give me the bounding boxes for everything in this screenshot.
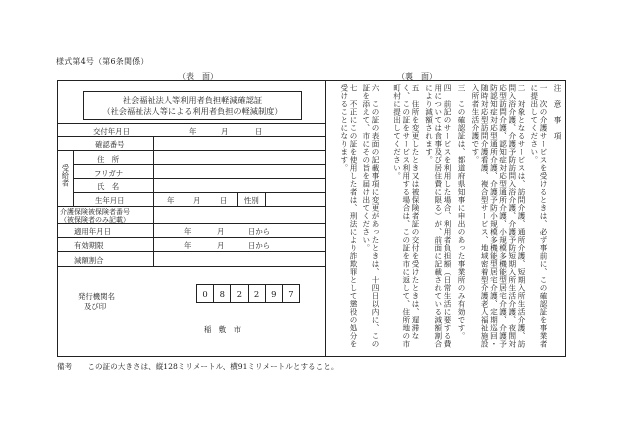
issuer-code-boxes [196,284,300,303]
sex-label: 性別 [244,196,259,205]
note-item-1: 一 次の介護サービスを受けるときは、必ず事前に、この確認証を事業者に提出してください。 [529,84,548,348]
insured-number-label: 介護保険被保険者番号 [60,208,130,216]
valid-period-month: 月 [217,241,225,250]
issuer-name-label: 発行機関名 [78,292,115,301]
name-label: 氏 名 [97,182,120,191]
issuer-code-digit: 0 [197,285,214,302]
title-line-1: 社会福祉法人等利用者負担軽減確認証 [122,95,263,105]
issuer-code-digit: 2 [231,285,248,302]
row-line [73,192,325,193]
title-line-2: （社会福祉法人等による利用者負担の軽減制度） [102,106,283,116]
valid-period-suffix: 日から [248,241,271,250]
issuer-seal-label: 及び印 [84,302,107,311]
issue-date-label: 交付年月日 [93,127,130,136]
note-item-3: 三 この確認証は、都道府県知事に申出のあった事業所のみ有効です。 [457,84,466,340]
issue-date-month: 月 [221,127,229,136]
furigana-label: フリガナ [94,169,124,178]
back-side-label: （裏 面） [397,72,437,81]
reduction-rate-label: 減額割合 [74,256,104,265]
front-side-table [57,80,325,357]
recipient-group-label: 受給者 [61,164,70,187]
sex-column-line [265,192,266,206]
issuer-code-digit: 8 [214,285,231,302]
sex-column-line [237,192,238,206]
insured-number-note: （被保険者のみ記載） [60,216,130,224]
issue-date-day: 日 [255,127,263,136]
row-line [57,237,325,238]
issue-date-year: 年 [189,127,197,136]
birth-day-unit: 日 [220,196,228,205]
row-line [57,150,325,151]
note-item-4: 四 前記のサービスを利用した場合、利用者負担額（日常生活に要する費用については食事及び居住費に限る）が、前面に記載されている減額割合により減額されます。 [424,84,452,348]
row-line [57,251,325,252]
row-line [57,123,325,124]
valid-period-year: 年 [184,241,192,250]
note-item-6: 六 この証の表面の記載事項に変更があったときは、十四日以内に、この証を添えて、市にその旨を届け出てください。 [361,84,380,348]
valid-period-label: 有効期限 [74,241,104,250]
note-item-7: 七 不正にこの証を使用した者は、刑法により詐欺罪として懲役の処分を受けることになります。 [339,84,358,348]
birth-date-label: 生年月日 [95,196,125,205]
address-label: 住 所 [97,155,120,164]
note-item-5: 五 住所を変更したとき又は被保険者証の交付を受けたときは、遅滞なく、この証をサービス利用する場合は、この証を市に返して、住所地の市町村に提出してください。 [392,84,420,348]
issuer-code-digit: 2 [249,285,266,302]
row-line [57,266,325,267]
size-remark: 備考 この証の大きさは、縦128ミリメートル、横91ミリメートルとすること。 [57,362,339,371]
start-date-year: 年 [184,227,192,236]
start-date-suffix: 日から [248,227,271,236]
center-divider [325,80,326,357]
notes-heading: 注 意 事 項 [553,84,562,140]
label-column-line [153,136,154,266]
birth-month-unit: 月 [193,196,201,205]
issuer-city-name: 稲 敷 市 [204,325,241,334]
note-item-2: 二 対象となるサービスは、訪問介護、通所介護、短期入所生活介護、訪問入浴介護、介護予防訪問入浴介護、介護予防短期入所生活介護、夜間対応型訪問介護、認知症対応型通所介護、小規模多機能型居宅介護、介護予防認知症対応型通所介護、介護予防小規模多機能型居宅介護、定期巡回・随時対応型訪問介護看護、複合型サービス、地域密着型介護老人福祉施設入所者生活介護です。 [470,84,526,348]
issuer-code-digit: 9 [266,285,283,302]
recipient-group-line [73,150,74,206]
birth-year-unit: 年 [167,196,175,205]
front-side-label: （表 面） [178,72,218,81]
confirm-number-label: 確認番号 [95,140,125,149]
back-side-notes [330,84,562,354]
start-date-label: 適用年月日 [74,227,111,236]
form-number: 様式第4号（第6条関係） [56,57,149,66]
issuer-code-digit: 7 [288,288,294,299]
start-date-month: 月 [217,227,225,236]
